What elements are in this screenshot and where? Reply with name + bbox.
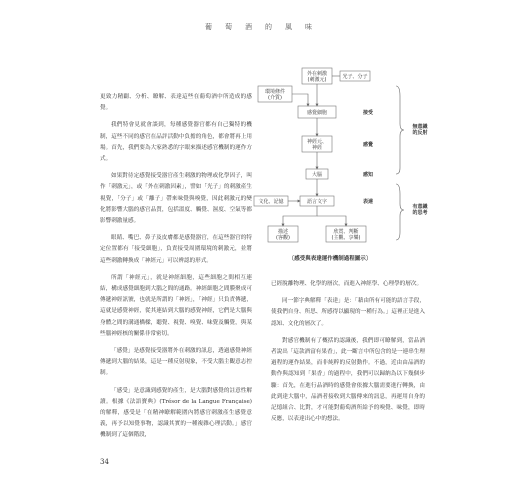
env-label: 環境條件(介質) — [264, 89, 286, 101]
describe-label: 描述(客觀) — [276, 229, 290, 241]
judge-label: 欣賞、判斷(主觀、享樂) — [331, 229, 361, 241]
stage-label: 表達 — [362, 199, 374, 205]
running-header: 葡 萄 酒 的 風 味 — [205, 23, 315, 31]
paragraph: 更致力精闢、分析、瞭解、表達這些在葡萄酒中所造成的感覺。 — [100, 94, 252, 112]
stage-label: 感覺 — [362, 142, 374, 148]
right-column-text — [271, 279, 425, 425]
paragraph: 「感受」是意識到感覺的產生，是大腦對感覺的註意性解讀。根據《法語寶典》(Trésor de la Langue Française)的解釋，感受是「在精神瞭解範圍內將感官刺激產生感覺意義，再予以知覺事物，認識其實的一種複雜心理活動。」感官機制到了這個階段， — [100, 387, 252, 439]
paragraph: 已經脫離物理、化學的層次，而進入神經學、心理學的層次。 — [271, 281, 423, 287]
paragraph: 所謂「神經元」，就是神經細胞，這些細胞之間相互連結，構成感覺細胞到大腦之間的通路。神經細胞之間膜聚成可傳遞神經訊號，也就是所謂的「神經」，「神經」只負責傳遞，這就是感覺神經，從其連結到大腦的感覺神經，它們是大腦與身體之間的溝通橋樑，聽覺、視覺、嗅覺、味覺及觸覺，與某些腦神經核的關係非常密切。 — [100, 274, 252, 337]
receptor-label: 感覺細胞 — [306, 110, 328, 116]
paragraph: 我們特會見就會談到，每種感覺器官都有自己獨特的機制，這些不同的感官在品評活動中負擔的角色，都會將再上用場。首先，我們要為大家熟悉的字眼來描述感官機制的運作方式。 — [100, 122, 252, 163]
paragraph: 眼睛、嘴巴、鼻子及皮膚都是感覺器官，在這些器官的特定位置都有「接受細胞」，負責接受周圍環境的刺激元，並將這些刺激轉換成「神經元」可以辨認的形式。 — [100, 235, 252, 264]
perception-diagram — [248, 56, 438, 276]
stage-label: 感知 — [362, 172, 374, 178]
stimulus-label: 外在刺激(刺激元) — [306, 71, 328, 83]
brace-label: 有意識的思考 — [412, 204, 428, 216]
culture-label: 文化、記憶 — [258, 199, 284, 205]
diagram-caption: 〔感受與表達運作機制過程圖示〕 — [288, 256, 372, 262]
page-number: 34 — [100, 458, 109, 466]
paragraph: 同一節字典解釋「表達」是：「藉由所有可能的語言手段，使我們自身、所思、所感得以顯現的一種行為。」這裡正是進入認知、文化的層次了。 — [271, 298, 425, 327]
paragraph: 「感覺」是感覺接受器將外在刺激的訊息，透過感覺神經傳遞到大腦的結果，這是一種反射現象，不受大腦主觀意志控制。 — [100, 348, 252, 377]
language-label: 語言文字 — [306, 199, 328, 205]
neuron-label: 神經元、神經 — [306, 139, 328, 151]
brain-label: 大腦 — [311, 172, 323, 178]
photon-label: 光子、分子 — [342, 74, 368, 80]
brace-label: 無意識的反射 — [412, 124, 428, 136]
stage-label: 接受 — [362, 110, 374, 116]
paragraph: 如果對待定感覺接受器官產生刺激的物理或化學因子，叫作「刺激元」，或「外在刺激因素」，譬如「光子」的刺激產生視覺，「分子」或「離子」帶來味覺與嗅覺，因此刺激元的變化將影響大腦的感官品質，包括溫度、觸覺、濕度、空氣等都影響刺激量感。 — [100, 173, 252, 225]
paragraph: 對感官機制有了概括的認識後，我們即可瞭解到，當品酒者說出「這款酒富有果香」，此一斷言中所包含的是一連串生理過程的運作結果，而非純粹的反射動作。不過，近由由品酒的動作與認知到「果香」的過程中，我們可以歸納為以下幾個步驟：首先，在進行品酒時的感覺會依據大腦需要進行轉換，由此到達大腦中，品酒者接收到大腦傳來的訊息，再運用自身的記憶組合、比對，才可能對葡萄酒所給予的嗅覺、味覺，即時反應，以表達出心中的想法。 — [271, 337, 425, 423]
left-column-text — [100, 92, 252, 442]
